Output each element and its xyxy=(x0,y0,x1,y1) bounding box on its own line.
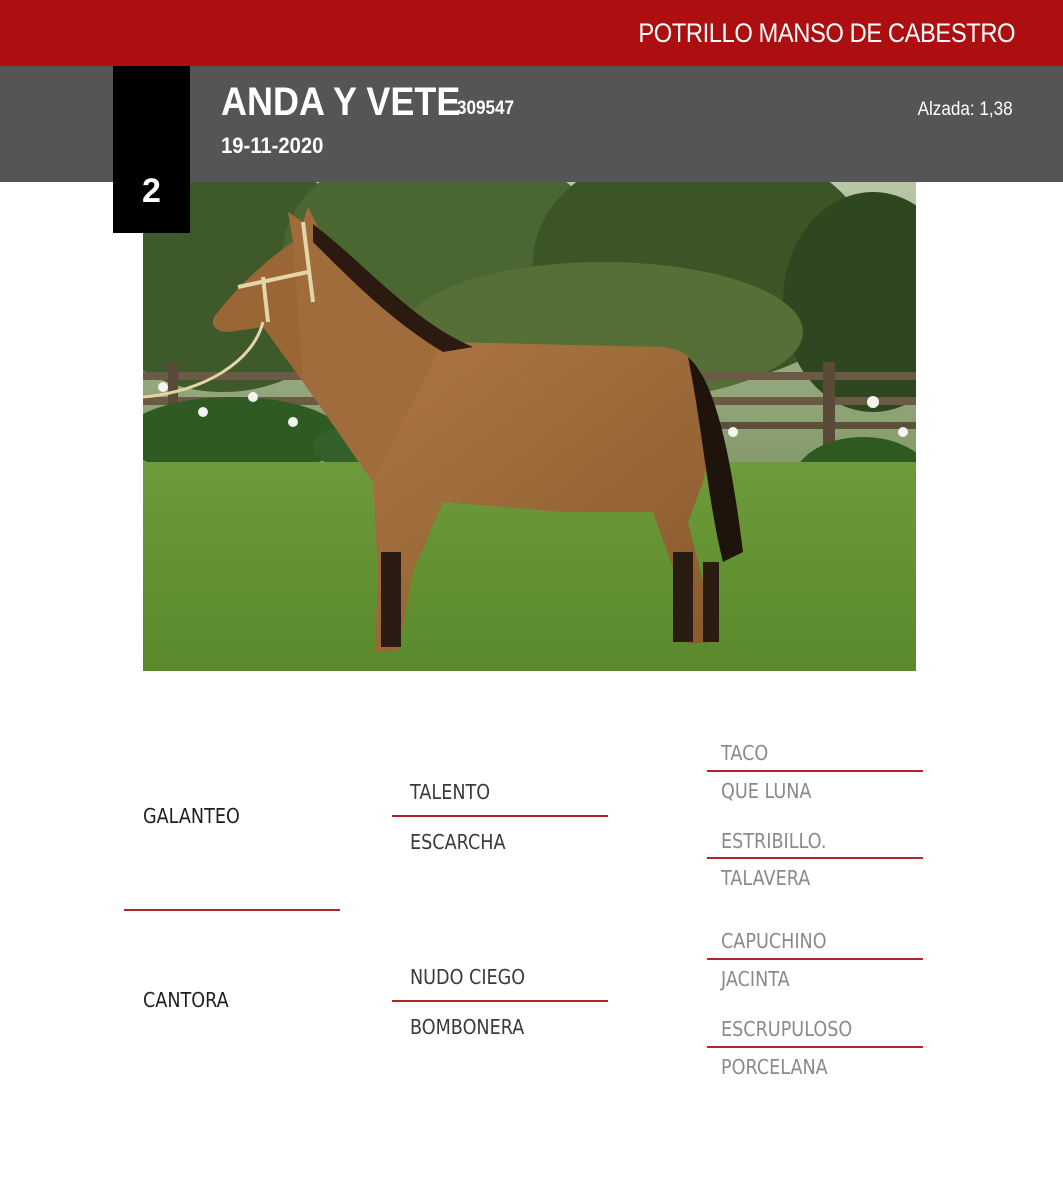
divider-line xyxy=(707,958,923,960)
top-banner xyxy=(0,0,1063,66)
ancestor-name: JACINTA xyxy=(721,967,790,991)
horse-photo xyxy=(143,182,916,671)
sire-sire-name: TALENTO xyxy=(410,780,491,804)
divider-line xyxy=(707,857,923,859)
height-label: Alzada: 1,38 xyxy=(917,99,1013,120)
ancestor-name: TACO xyxy=(721,741,769,765)
ancestor-name: ESCRUPULOSO xyxy=(721,1017,853,1041)
registration-number: 309547 xyxy=(457,98,515,119)
sire-dam-name: ESCARCHA xyxy=(410,830,506,854)
ancestor-name: PORCELANA xyxy=(721,1055,828,1079)
divider-line xyxy=(392,815,608,817)
ancestor-name: QUE LUNA xyxy=(721,779,812,803)
category-title: POTRILLO MANSO DE CABESTRO xyxy=(638,18,1015,48)
dam-dam-name: BOMBONERA xyxy=(410,1015,525,1039)
birth-date: 19-11-2020 xyxy=(221,133,324,158)
lot-number: 2 xyxy=(142,172,161,210)
ancestor-name: TALAVERA xyxy=(721,866,811,890)
divider-line xyxy=(707,770,923,772)
dam-name: CANTORA xyxy=(143,988,229,1012)
horse-name: ANDA Y VETE xyxy=(221,80,461,124)
ancestor-name: CAPUCHINO xyxy=(721,929,827,953)
divider-line xyxy=(124,909,340,911)
lot-badge xyxy=(113,66,190,233)
dam-sire-name: NUDO CIEGO xyxy=(410,965,526,989)
divider-line xyxy=(707,1046,923,1048)
sire-name: GALANTEO xyxy=(143,804,240,828)
ancestor-name: ESTRIBILLO. xyxy=(721,829,827,853)
divider-line xyxy=(392,1000,608,1002)
